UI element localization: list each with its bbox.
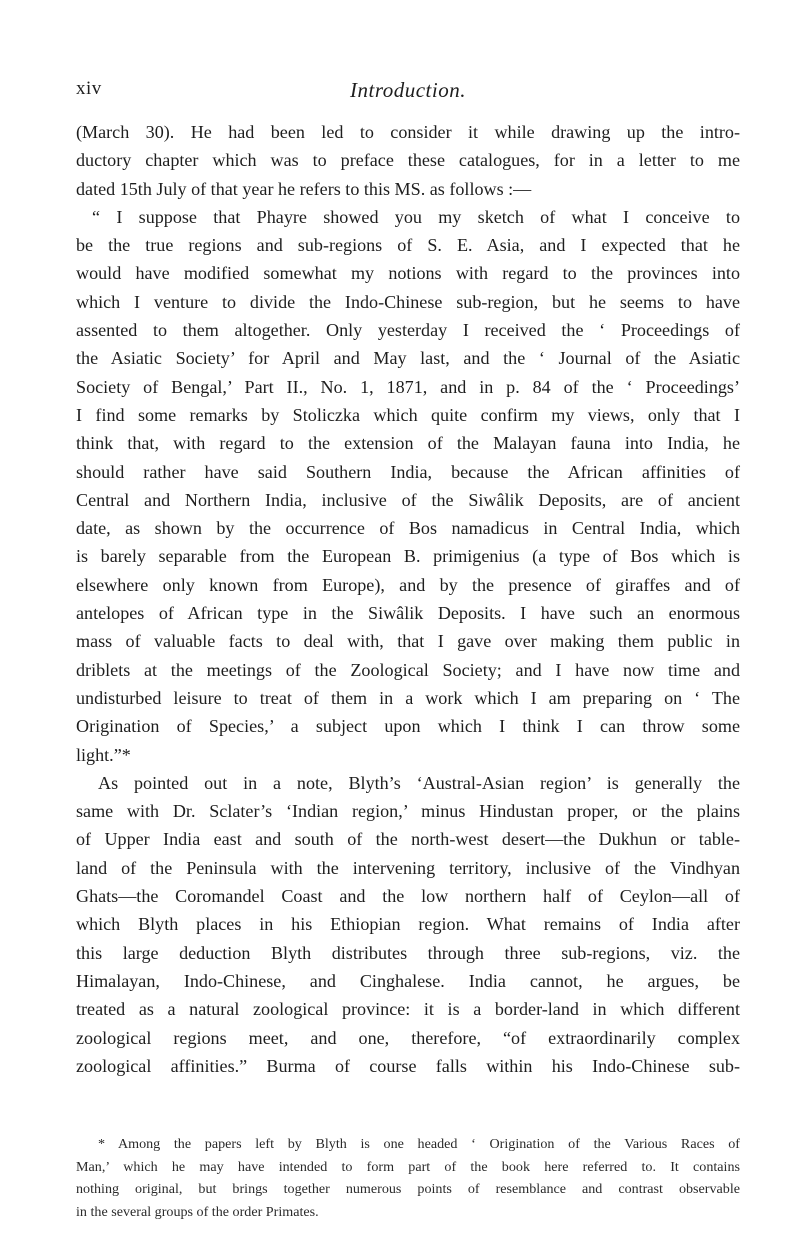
text-line: which Blyth places in his Ethiopian region. What remains of India after (76, 914, 740, 935)
text-line: Origination of Species,’ a subject upon which I think I can throw some (76, 716, 740, 737)
text-line: Himalayan, Indo-Chinese, and Cinghalese. India cannot, he argues, be (76, 970, 740, 991)
footnote-line: Man,’ which he may have intended to form part of the book here referred to. It contains (76, 1158, 740, 1175)
text-line: treated as a natural zoological province: it is a border-land in which different (76, 999, 740, 1020)
paragraph-regions (76, 769, 740, 1080)
text-line: would have modified somewhat my notions with regard to the provinces into (76, 263, 740, 284)
running-title: Introduction. (350, 78, 466, 102)
footnote (76, 1133, 740, 1223)
text-line: As pointed out in a note, Blyth’s ‘Austral-Asian region’ is generally the (98, 772, 740, 793)
text-line: light.”* (76, 744, 131, 765)
body-text (76, 118, 740, 1080)
page-number: xiv (76, 78, 102, 99)
text-line: I find some remarks by Stoliczka which quite confirm my views, only that I (76, 404, 740, 425)
text-line: zoological regions meet, and one, therefore, “of extraordinarily complex (76, 1027, 740, 1048)
text-line: Central and Northern India, inclusive of the Siwâlik Deposits, are of ancient (76, 489, 740, 510)
text-line: zoological affinities.” Burma of course falls within his Indo-Chinese sub- (76, 1055, 740, 1076)
text-line: Society of Bengal,’ Part II., No. 1, 1871, and in p. 84 of the ‘ Proceedings’ (76, 376, 740, 397)
text-line: Ghats—the Coromandel Coast and the low northern half of Ceylon—all of (76, 886, 740, 907)
text-line: date, as shown by the occurrence of Bos namadicus in Central India, which (76, 518, 740, 539)
footnote-line: * Among the papers left by Blyth is one headed ‘ Origination of the Various Races of (98, 1136, 740, 1152)
footnote-line: in the several groups of the order Primates. (76, 1203, 319, 1220)
text-line: antelopes of African type in the Siwâlik Deposits. I have such an enormous (76, 603, 740, 624)
text-line: ductory chapter which was to preface these catalogues, for in a letter to me (76, 150, 740, 171)
text-line: which I venture to divide the Indo-Chinese sub-region, but he seems to have (76, 291, 740, 312)
text-line: of Upper India east and south of the north-west desert—the Dukhun or table- (76, 829, 740, 850)
text-line: mass of valuable facts to deal with, that I gave over making them public in (76, 631, 740, 652)
text-line: elsewhere only known from Europe), and by the presence of giraffes and of (76, 574, 740, 595)
text-line: same with Dr. Sclater’s ‘Indian region,’ minus Hindustan proper, or the plains (76, 801, 740, 822)
text-line: driblets at the meetings of the Zoological Society; and I have now time and (76, 659, 740, 680)
text-line: this large deduction Blyth distributes through three sub-regions, viz. the (76, 942, 740, 963)
text-line: think that, with regard to the extension of the Malayan fauna into India, he (76, 433, 740, 454)
text-line: should rather have said Southern India, because the African affinities of (76, 461, 740, 482)
text-line: the Asiatic Society’ for April and May last, and the ‘ Journal of the Asiatic (76, 348, 740, 369)
text-line: “ I suppose that Phayre showed you my sketch of what I conceive to (92, 206, 740, 227)
text-line: is barely separable from the European B. primigenius (a type of Bos which is (76, 546, 740, 567)
text-line: dated 15th July of that year he refers to this MS. as follows :— (76, 178, 532, 199)
text-line: undisturbed leisure to treat of them in a work which I am preparing on ‘ The (76, 687, 740, 708)
footnote-line: nothing original, but brings together numerous points of resemblance and contrast observable (76, 1181, 740, 1198)
text-line: (March 30). He had been led to consider it while drawing up the intro- (76, 122, 740, 142)
text-line: land of the Peninsula with the intervening territory, inclusive of the Vindhyan (76, 857, 740, 878)
blyth-letter-quote (76, 203, 740, 769)
page-header (76, 78, 740, 108)
text-line: be the true regions and sub-regions of S. E. Asia, and I expected that he (76, 235, 740, 256)
text-line: assented to them altogether. Only yesterday I received the ‘ Proceedings of (76, 320, 740, 341)
paragraph-intro (76, 118, 740, 203)
